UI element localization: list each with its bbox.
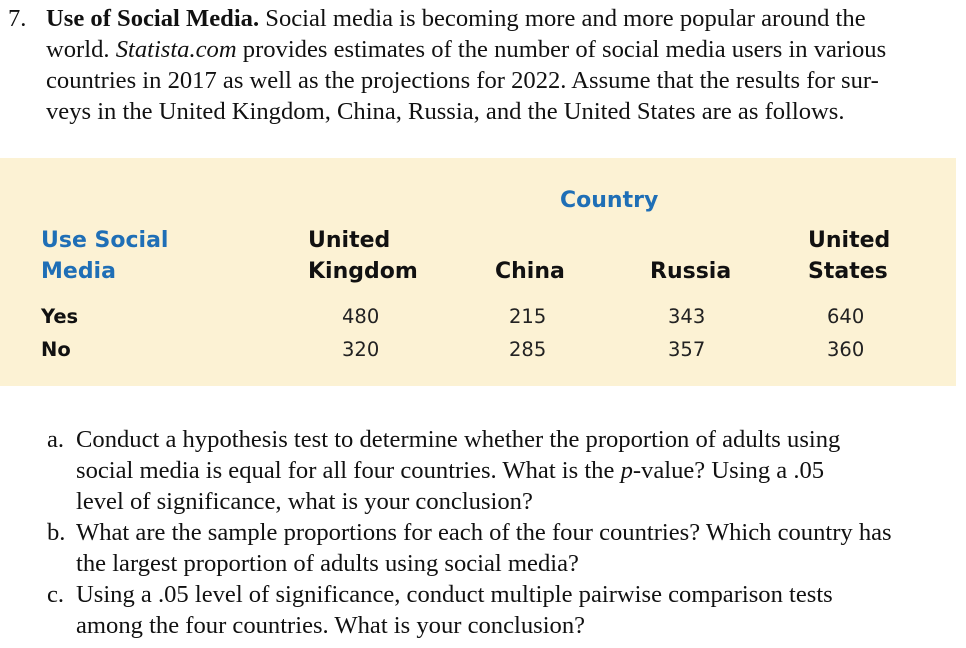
column-header-us-line-1: United	[808, 228, 891, 253]
cell-no-russia: 357	[668, 338, 706, 361]
question-a-line-3: level of significance, what is your conclusion?	[76, 488, 533, 515]
problem-number: 7.	[8, 5, 27, 32]
row-label-yes: Yes	[41, 305, 79, 328]
column-header-us-line-2: States	[808, 259, 888, 284]
question-c	[47, 579, 952, 641]
question-a-line-2-start: social media is equal for all four countries. What is the	[76, 457, 615, 484]
cell-no-china: 285	[509, 338, 547, 361]
problem-line-2	[46, 34, 953, 65]
problem-line-3: countries in 2017 as well as the projections for 2022. Assume that the results for sur-	[46, 67, 879, 94]
column-header-china: China	[495, 259, 565, 284]
table-group-header: Country	[560, 188, 659, 213]
question-c-line-2: among the four countries. What is your conclusion?	[76, 612, 586, 639]
question-b-line-2: the largest proportion of adults using social media?	[76, 550, 579, 577]
cell-no-uk: 320	[342, 338, 380, 361]
cell-yes-us: 640	[827, 305, 865, 328]
question-list	[47, 424, 952, 641]
p-symbol: p	[620, 457, 633, 484]
cell-no-us: 360	[827, 338, 865, 361]
data-table	[0, 158, 956, 386]
cell-yes-uk: 480	[342, 305, 380, 328]
question-letter: a.	[47, 426, 65, 453]
source-name: Statista.com	[115, 36, 237, 63]
problem-heading: Use of Social Media.	[46, 5, 260, 32]
question-a-line-2-end: -value? Using a .05	[632, 457, 825, 484]
column-header-uk-line-1: United	[308, 228, 391, 253]
question-a-line-1: Conduct a hypothesis test to determine whether the proportion of adults using	[76, 426, 841, 453]
question-b	[47, 517, 952, 579]
problem-statement	[8, 3, 953, 127]
question-a	[47, 424, 952, 517]
column-header-uk-line-2: Kingdom	[308, 259, 418, 284]
question-b-line-1: What are the sample proportions for each of the four countries? Which country has	[76, 519, 892, 546]
problem-intro-text: Social media is becoming more and more popular around the	[265, 5, 866, 32]
question-c-line-1: Using a .05 level of significance, conduct multiple pairwise comparison tests	[76, 581, 833, 608]
row-label-no: No	[41, 338, 71, 361]
problem-line-4: veys in the United Kingdom, China, Russia, and the United States are as follows.	[46, 98, 845, 125]
cell-yes-russia: 343	[668, 305, 706, 328]
cell-yes-china: 215	[509, 305, 547, 328]
row-header-line-2: Media	[41, 259, 116, 284]
row-header-line-1: Use Social	[41, 228, 169, 253]
column-header-russia: Russia	[650, 259, 732, 284]
question-letter: b.	[47, 519, 66, 546]
question-a-line-2	[76, 455, 952, 486]
problem-line-2-start: world.	[46, 36, 110, 63]
problem-line-1	[46, 3, 953, 34]
problem-line-2-end: provides estimates of the number of social media users in various	[242, 36, 887, 63]
problem-body	[46, 3, 953, 127]
question-letter: c.	[47, 581, 65, 608]
